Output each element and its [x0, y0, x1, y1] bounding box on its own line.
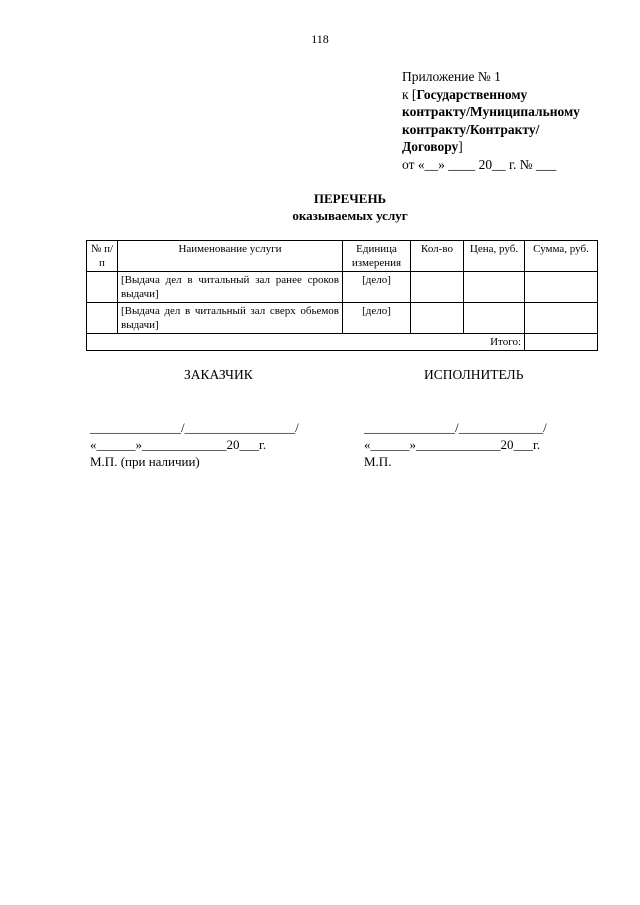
services-table — [86, 240, 598, 351]
appendix-line-5 — [402, 138, 622, 156]
row-unit: [дело] — [343, 272, 411, 303]
page-number: 118 — [311, 32, 329, 46]
customer-stamp: М.П. (при наличии) — [90, 454, 200, 469]
appendix-line-2 — [402, 86, 622, 104]
appendix-header — [402, 68, 622, 173]
appendix-contract-type-1: Государственному — [416, 86, 528, 102]
contractor-signature-block — [364, 419, 614, 470]
title-line-2: оказываемых услуг — [292, 208, 408, 223]
row-qty — [411, 303, 464, 334]
appendix-contract-type-3: контракту/Контракту/ — [402, 121, 540, 137]
row-service-name: [Выдача дел в читальный зал сверх обьемов выдачи] — [118, 303, 343, 334]
contractor-sign-line: ______________/_____________/ — [364, 420, 547, 435]
table-row — [87, 303, 598, 334]
row-sum — [525, 303, 598, 334]
header-qty: Кол-во — [411, 241, 464, 272]
table-header-row — [87, 241, 598, 272]
appendix-suffix: ] — [458, 139, 463, 154]
document-title — [0, 190, 640, 224]
header-unit: Единица измерения — [343, 241, 411, 272]
contractor-stamp: М.П. — [364, 454, 392, 469]
header-price: Цена, руб. — [464, 241, 525, 272]
customer-signature-block — [90, 419, 360, 470]
header-sum: Сумма, руб. — [525, 241, 598, 272]
row-price — [464, 272, 525, 303]
row-qty — [411, 272, 464, 303]
total-label: Итого: — [87, 334, 525, 351]
row-price — [464, 303, 525, 334]
appendix-date-line: от «__» ____ 20__ г. № ___ — [402, 156, 557, 172]
customer-date-line: «______»_____________20___г. — [90, 437, 267, 452]
row-unit: [дело] — [343, 303, 411, 334]
contractor-label: ИСПОЛНИТЕЛЬ — [424, 367, 524, 382]
row-num — [87, 303, 118, 334]
appendix-prefix: к [ — [402, 86, 417, 102]
appendix-contract-type-4: Договору — [402, 139, 459, 154]
table-total-row — [87, 334, 598, 351]
row-service-name: [Выдача дел в читальный зал ранее сроков выдачи] — [118, 272, 343, 303]
row-sum — [525, 272, 598, 303]
customer-label: ЗАКАЗЧИК — [184, 367, 253, 382]
header-num: № п/п — [87, 241, 118, 272]
total-value — [525, 334, 598, 351]
title-line-1: ПЕРЕЧЕНЬ — [313, 191, 387, 206]
row-num — [87, 272, 118, 303]
customer-sign-line: ______________/_________________/ — [90, 420, 299, 435]
header-name: Наименование услуги — [118, 241, 343, 272]
table-row — [87, 272, 598, 303]
appendix-contract-type-2: контракту/Муниципальному — [402, 104, 580, 119]
contractor-date-line: «______»_____________20___г. — [364, 437, 541, 452]
appendix-line-1: Приложение № 1 — [402, 69, 501, 84]
